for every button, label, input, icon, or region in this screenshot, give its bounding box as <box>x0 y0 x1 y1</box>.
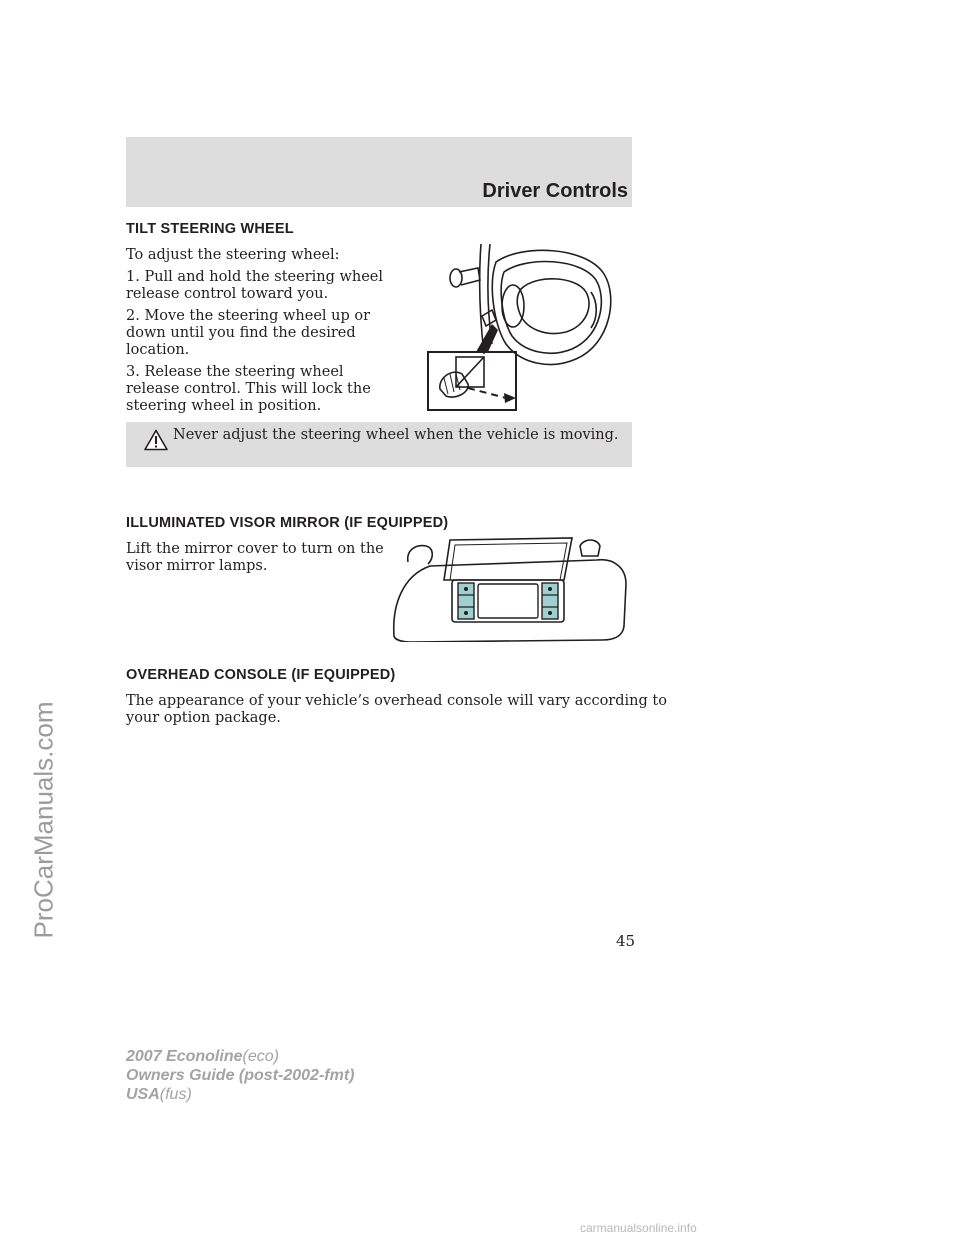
overhead-console-text: The appearance of your vehicle’s overhead console will vary according to your option package. <box>126 693 667 726</box>
page-number: 45 <box>616 932 636 950</box>
footer-model-code: (eco) <box>242 1048 279 1065</box>
header-band <box>126 137 632 207</box>
footer-region: USA <box>126 1086 160 1103</box>
footer-region-code: (fus) <box>159 1086 192 1103</box>
section-title: Driver Controls <box>482 180 628 202</box>
tilt-step-1: 1. Pull and hold the steering wheel release control toward you. <box>126 269 384 302</box>
footer-line-1 <box>126 1049 279 1065</box>
warning-box <box>126 422 632 467</box>
footer-model: 2007 Econoline <box>126 1048 243 1065</box>
warning-triangle-icon <box>144 429 168 451</box>
overhead-console-heading: OVERHEAD CONSOLE (IF EQUIPPED) <box>126 667 396 683</box>
tilt-steering-heading: TILT STEERING WHEEL <box>126 221 294 237</box>
side-watermark: ProCarManuals.com <box>28 701 59 939</box>
steering-wheel-illustration <box>426 244 621 412</box>
visor-mirror-heading: ILLUMINATED VISOR MIRROR (IF EQUIPPED) <box>126 515 449 531</box>
warning-text: Never adjust the steering wheel when the vehicle is moving. <box>173 427 619 443</box>
visor-mirror-illustration <box>392 536 630 642</box>
visor-mirror-text: Lift the mirror cover to turn on the visor mirror lamps. <box>126 541 384 574</box>
footer-line-2 <box>126 1068 354 1084</box>
tilt-step-2: 2. Move the steering wheel up or down until you find the desired location. <box>126 308 371 358</box>
footer-guide: Owners Guide (post-2002-fmt) <box>126 1067 355 1084</box>
footer-line-3 <box>126 1087 192 1103</box>
bottom-watermark: carmanualsonline.info <box>580 1221 697 1235</box>
tilt-step-3: 3. Release the steering wheel release control. This will lock the steering wheel in position. <box>126 364 371 414</box>
tilt-steering-intro: To adjust the steering wheel: <box>126 247 340 263</box>
